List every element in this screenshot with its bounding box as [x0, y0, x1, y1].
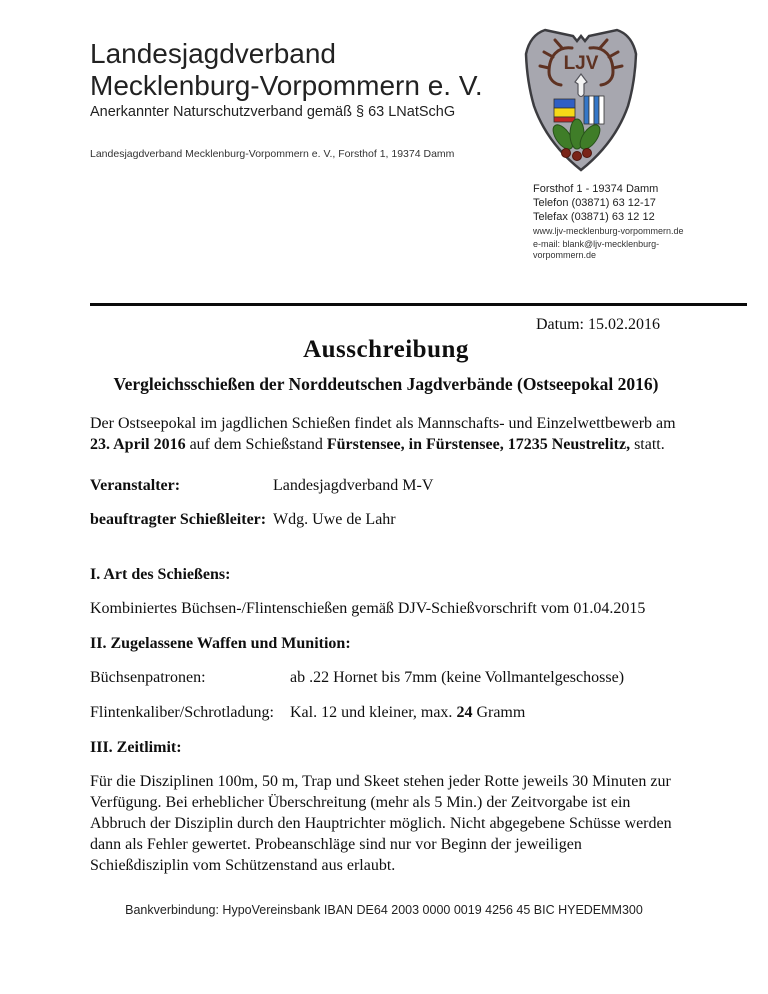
- ljv-letters: LJV: [563, 53, 599, 74]
- organizer-row: [90, 475, 682, 496]
- section1-heading: I. Art des Schießens:: [90, 566, 231, 583]
- doc-title: Ausschreibung: [303, 336, 469, 363]
- flag-left-icon: [554, 99, 575, 122]
- organizer-label: Veranstalter:: [90, 477, 181, 494]
- shotgun-caliber-value: Kal. 12 und kleiner, max. 24 Gramm: [290, 704, 526, 721]
- section3-heading: III. Zeitlimit:: [90, 739, 182, 756]
- shoot-leader-label: beauftragter Schießleiter:: [90, 511, 267, 528]
- shotgun-caliber-row: [90, 702, 682, 723]
- organizer-value: Landesjagdverband M-V: [273, 477, 434, 494]
- rifle-cartridge-label: Büchsenpatronen:: [90, 669, 206, 686]
- contact-website: www.ljv-mecklenburg-vorpommern.de: [533, 226, 684, 236]
- org-name-line2: Mecklenburg-Vorpommern e. V.: [90, 70, 483, 101]
- bank-details-line: Bankverbindung: HypoVereinsbank IBAN DE64 2003 0000 0019 4256 45 BIC HYEDEMM300: [125, 903, 643, 917]
- org-subtitle: Anerkannter Naturschutzverband gemäß § 63 LNatSchG: [90, 104, 456, 120]
- section2-heading: II. Zugelassene Waffen und Munition:: [90, 635, 351, 652]
- document-body: [90, 314, 682, 890]
- ljv-logo: [516, 24, 646, 174]
- date-line: Datum: 15.02.2016: [536, 316, 660, 333]
- section3-body: Für die Disziplinen 100m, 50 m, Trap und Skeet stehen jeder Rotte jeweils 30 Minuten zur Verfügung. Bei erheblicher Überschreitung (mehr als 5 Min.) der Zeitvorgabe ist ein Abbruch der Disziplin durch den Hauptrichter möglich. Nicht abgegebene Schüsse werden dann als Fehler gewertet. Probeanschläge sind nur vor Beginn der jeweiligen Schießdisziplin vom Schützenstand aus erlaubt.: [90, 773, 672, 874]
- header-divider: [90, 303, 747, 306]
- shoot-leader-value: Wdg. Uwe de Lahr: [273, 511, 396, 528]
- contact-block: [533, 182, 684, 261]
- ljv-shield-icon: [516, 24, 646, 174]
- intro-paragraph: Der Ostseepokal im jagdlichen Schießen findet als Mannschafts- und Einzelwettbewerb am 23. April 2016 auf dem Schießstand Fürstensee, in Fürstensee, 17235 Neustrelitz, statt.: [90, 415, 676, 453]
- sender-address-line: Landesjagdverband Mecklenburg-Vorpommern e. V., Forsthof 1, 19374 Damm: [90, 148, 455, 160]
- contact-email-line2: vorpommern.de: [533, 250, 597, 260]
- rifle-cartridge-row: [90, 667, 682, 688]
- rifle-cartridge-value: ab .22 Hornet bis 7mm (keine Vollmantelgeschosse): [290, 669, 625, 686]
- shield-shape: [526, 30, 636, 170]
- contact-address: Forsthof 1 - 19374 Damm: [533, 183, 659, 195]
- contact-fax: Telefax (03871) 63 12 12: [533, 211, 655, 223]
- flag-right-icon: [584, 96, 604, 124]
- section1-body: Kombiniertes Büchsen-/Flintenschießen gemäß DJV-Schießvorschrift vom 01.04.2015: [90, 600, 646, 617]
- contact-phone: Telefon (03871) 63 12-17: [533, 197, 656, 209]
- shotgun-caliber-label: Flintenkaliber/Schrotladung:: [90, 704, 274, 721]
- org-name-line1: Landesjagdverband: [90, 38, 336, 69]
- contact-email-line1: e-mail: blank@ljv-mecklenburg-: [533, 239, 660, 249]
- shoot-leader-row: [90, 509, 682, 530]
- doc-subtitle: Vergleichsschießen der Norddeutschen Jagdverbände (Ostseepokal 2016): [113, 374, 659, 394]
- letterhead: [0, 0, 768, 305]
